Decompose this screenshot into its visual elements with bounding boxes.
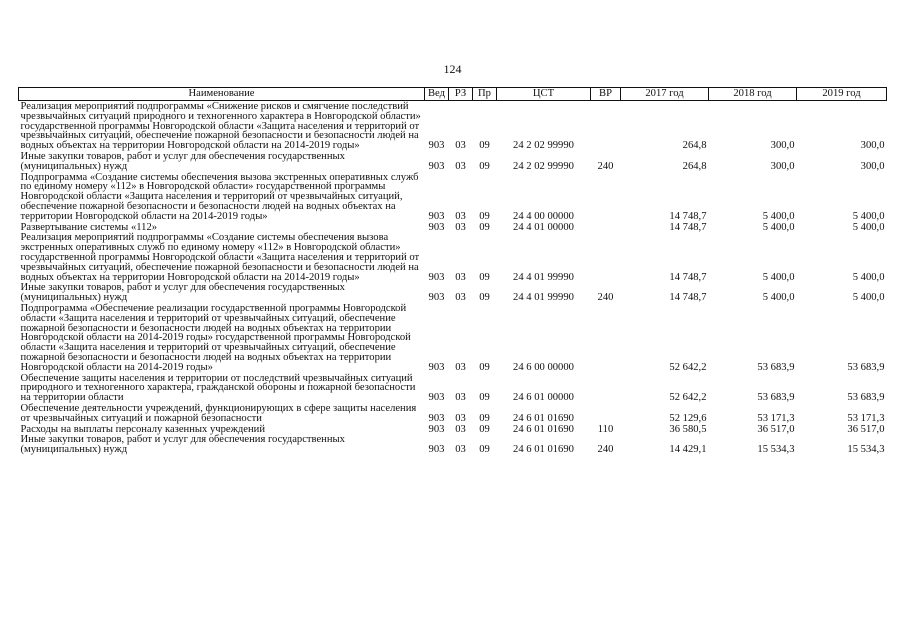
row-rz: 03	[455, 444, 466, 456]
row-cst: 24 6 00 00000	[513, 361, 574, 373]
row-2018: 5 400,0	[762, 292, 795, 304]
row-rz: 03	[455, 292, 466, 304]
header-vr: ВР	[591, 88, 621, 101]
row-name: Иные закупки товаров, работ и услуг для обеспечения государственных (муниципальных) нужд	[20, 282, 345, 304]
row-2018: 5 400,0	[762, 221, 795, 233]
table-row	[19, 232, 887, 282]
row-pr: 09	[479, 292, 490, 304]
row-vr	[591, 222, 621, 233]
row-2017: 14 748,7	[669, 271, 707, 283]
row-rz: 03	[455, 392, 466, 404]
header-pr: Пр	[473, 88, 497, 101]
row-vr	[591, 303, 621, 373]
table-row	[19, 434, 887, 455]
row-2019: 53 683,9	[847, 392, 885, 404]
row-vr	[591, 172, 621, 222]
row-rz: 03	[455, 210, 466, 222]
row-cst: 24 4 00 00000	[513, 210, 574, 222]
row-ved: 903	[428, 221, 445, 233]
row-pr: 09	[479, 423, 490, 435]
row-rz: 03	[455, 221, 466, 233]
budget-table	[18, 87, 887, 455]
table-row	[19, 424, 887, 435]
row-cst: 24 6 01 01690	[513, 412, 574, 424]
row-2019: 53 683,9	[847, 361, 885, 373]
row-cst: 24 2 02 99990	[513, 140, 574, 152]
row-2017: 264,8	[682, 160, 707, 172]
row-2017: 14 748,7	[669, 221, 707, 233]
row-name: Иные закупки товаров, работ и услуг для обеспечения государственных (муниципальных) нужд	[20, 434, 345, 456]
row-ved: 903	[428, 160, 445, 172]
row-rz: 03	[455, 271, 466, 283]
row-2018: 300,0	[770, 160, 795, 172]
page-number: 124	[443, 62, 462, 76]
row-vr: 240	[597, 444, 614, 456]
row-ved: 903	[428, 392, 445, 404]
row-2017: 52 642,2	[669, 392, 707, 404]
table-row	[19, 151, 887, 172]
row-cst: 24 6 01 01690	[513, 423, 574, 435]
header-2018: 2018 год	[709, 88, 797, 101]
row-vr: 240	[597, 160, 614, 172]
header-2017: 2017 год	[621, 88, 709, 101]
row-2017: 14 748,7	[669, 210, 707, 222]
table-row	[19, 282, 887, 303]
row-pr: 09	[479, 271, 490, 283]
table-row	[19, 373, 887, 403]
row-cst: 24 4 01 99990	[513, 271, 574, 283]
row-2019: 36 517,0	[847, 423, 885, 435]
row-vr	[591, 403, 621, 424]
row-rz: 03	[455, 423, 466, 435]
row-2019: 300,0	[860, 160, 885, 172]
table-row	[19, 222, 887, 233]
row-pr: 09	[479, 392, 490, 404]
row-2019: 15 534,3	[847, 444, 885, 456]
row-name: Подпрограмма «Создание системы обеспечения вызова экстренных оперативных служб по единому номеру «112» в Новгородской области» государственной программы Новгородской области «Защита населения и территорий от чрезвычайных ситуаций, обеспечение пожарной безопасности и безопасности людей на водных объектах на территории Новгородской области на 2014-2019 годы»	[20, 171, 419, 222]
row-2019: 53 171,3	[847, 412, 885, 424]
row-2018: 300,0	[770, 140, 795, 152]
row-2018: 5 400,0	[762, 210, 795, 222]
row-ved: 903	[428, 412, 445, 424]
row-name: Развертывание системы «112»	[20, 221, 158, 233]
row-2019: 5 400,0	[852, 292, 885, 304]
header-2019: 2019 год	[797, 88, 887, 101]
header-cst: ЦСТ	[497, 88, 591, 101]
row-name: Обеспечение защиты населения и территории от последствий чрезвычайных ситуаций природного и техногенного характера, гражданской обороны и пожарной безопасности на территории области	[20, 372, 416, 404]
row-cst: 24 6 01 00000	[513, 392, 574, 404]
row-vr	[591, 232, 621, 282]
row-name: Обеспечение деятельности учреждений, функционирующих в сфере защиты населения от чрезвычайных ситуаций и пожарной безопасности	[20, 402, 417, 424]
row-cst: 24 2 02 99990	[513, 160, 574, 172]
row-pr: 09	[479, 221, 490, 233]
row-name: Реализация мероприятий подпрограммы «Создание системы обеспечения вызова экстренных оперативных служб по единому номеру «112» в Новгородской области» государственной программы Новгородской области «Защита населения и территорий от чрезвычайных ситуаций, обеспечение пожарной безопасности и безопасности людей на водных объектах на территории Новгородской области на 2014-2019 годы»	[20, 232, 420, 283]
row-pr: 09	[479, 444, 490, 456]
row-pr: 09	[479, 412, 490, 424]
row-vr: 240	[597, 292, 614, 304]
table-header-row	[19, 88, 887, 101]
row-pr: 09	[479, 160, 490, 172]
row-2017: 52 642,2	[669, 361, 707, 373]
row-2019: 5 400,0	[852, 271, 885, 283]
row-rz: 03	[455, 160, 466, 172]
table-row	[19, 303, 887, 373]
row-ved: 903	[428, 444, 445, 456]
row-2018: 53 171,3	[757, 412, 795, 424]
row-2017: 14 748,7	[669, 292, 707, 304]
row-ved: 903	[428, 140, 445, 152]
row-2017: 36 580,5	[669, 423, 707, 435]
row-vr: 110	[597, 423, 614, 435]
table-row	[19, 101, 887, 151]
row-cst: 24 6 01 01690	[513, 444, 574, 456]
header-rz: РЗ	[449, 88, 473, 101]
row-2018: 5 400,0	[762, 271, 795, 283]
row-ved: 903	[428, 271, 445, 283]
row-2018: 53 683,9	[757, 361, 795, 373]
row-cst: 24 4 01 00000	[513, 221, 574, 233]
row-name: Подпрограмма «Обеспечение реализации государственной программы Новгородской области «Защита населения и территорий от чрезвычайных ситуаций, обеспечение пожарной безопасности и безопасности людей на водных объектах на территории Новгородской области на 2014-2019 годы» государственной программы Новгородской области «Защита населения и территорий от чрезвычайных ситуаций, обеспечение пожарной безопасности и безопасности людей на водных объектах на территории Новгородской области на 2014-2019 годы»	[20, 302, 411, 373]
row-2017: 264,8	[682, 140, 707, 152]
row-2018: 53 683,9	[757, 392, 795, 404]
header-ved: Вед	[425, 88, 449, 101]
row-2019: 5 400,0	[852, 210, 885, 222]
row-2019: 5 400,0	[852, 221, 885, 233]
row-pr: 09	[479, 140, 490, 152]
row-2017: 14 429,1	[669, 444, 707, 456]
row-name: Расходы на выплаты персоналу казенных учреждений	[20, 423, 265, 435]
row-rz: 03	[455, 361, 466, 373]
row-cst: 24 4 01 99990	[513, 292, 574, 304]
table-row	[19, 403, 887, 424]
row-ved: 903	[428, 292, 445, 304]
row-name: Иные закупки товаров, работ и услуг для обеспечения государственных (муниципальных) нужд	[20, 150, 345, 172]
row-rz: 03	[455, 140, 466, 152]
row-ved: 903	[428, 361, 445, 373]
row-2018: 36 517,0	[757, 423, 795, 435]
row-vr	[591, 101, 621, 151]
row-pr: 09	[479, 210, 490, 222]
row-2017: 52 129,6	[669, 412, 707, 424]
row-2019: 300,0	[860, 140, 885, 152]
row-2018: 15 534,3	[757, 444, 795, 456]
row-vr	[591, 373, 621, 403]
row-pr: 09	[479, 361, 490, 373]
row-rz: 03	[455, 412, 466, 424]
table-row	[19, 172, 887, 222]
header-name: Наименование	[19, 88, 425, 101]
row-ved: 903	[428, 423, 445, 435]
row-ved: 903	[428, 210, 445, 222]
row-name: Реализация мероприятий подпрограммы «Снижение рисков и смягчение последствий чрезвычайных ситуаций природного и техногенного характера в Новгородской области» государственной программы Новгородской области «Защита населения и территорий от чрезвычайных ситуаций, обеспечение пожарной безопасности и безопасности людей на водных объектах на территории Новгородской области на 2014-2019 годы»	[20, 101, 421, 152]
